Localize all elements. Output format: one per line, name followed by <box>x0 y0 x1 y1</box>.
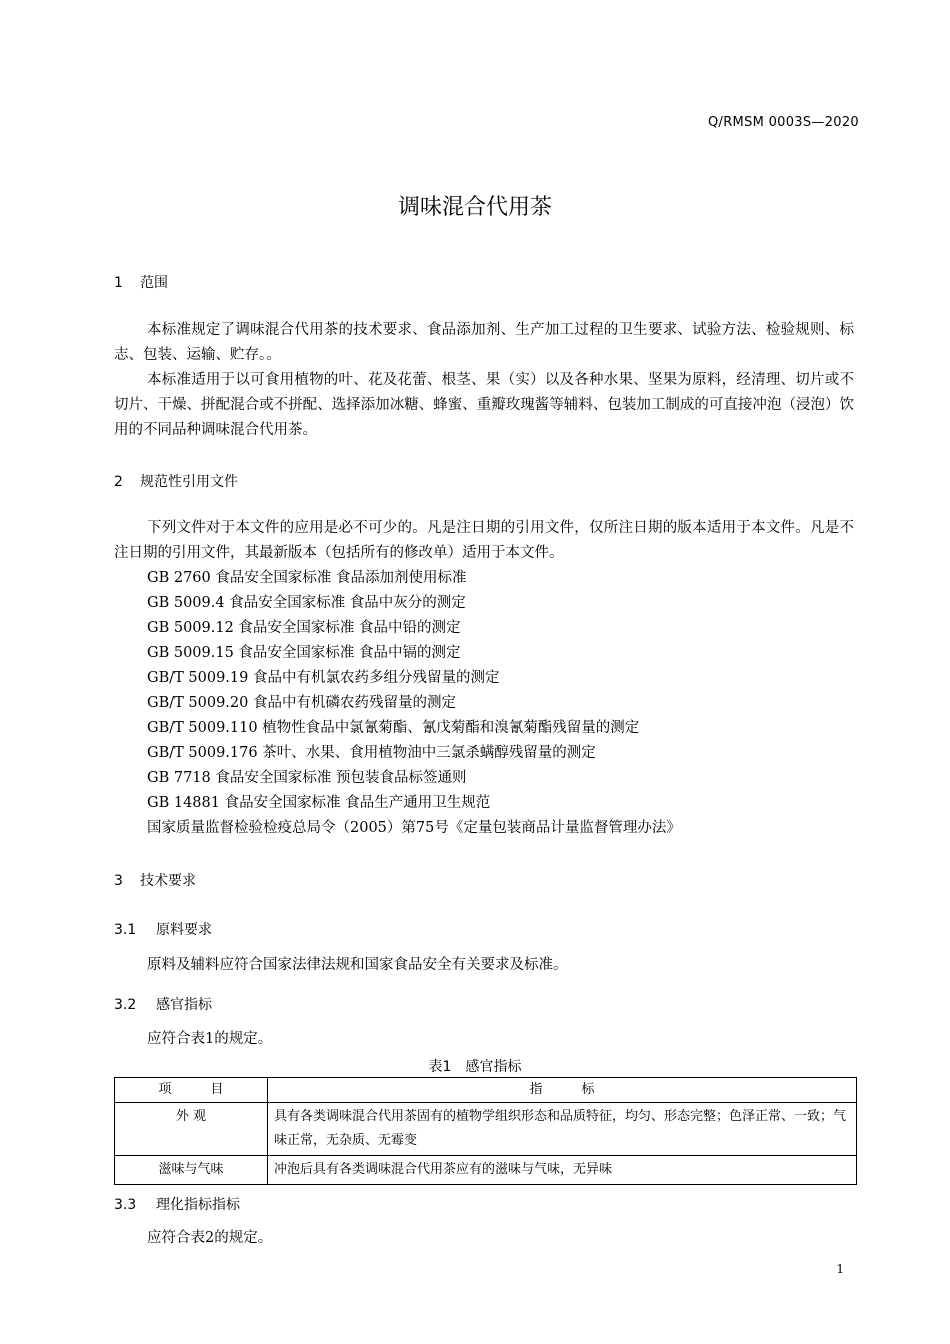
reference-item: GB 5009.4 食品安全国家标准 食品中灰分的测定 <box>147 595 466 611</box>
column-header-item: 项 目 <box>115 1078 268 1103</box>
document-title: 调味混合代用茶 <box>397 195 552 220</box>
subsection-title: 感官指标 <box>156 997 212 1013</box>
section-title: 技术要求 <box>140 873 196 889</box>
reference-item: GB/T 5009.176 茶叶、水果、食用植物油中三氯杀螨醇残留量的测定 <box>147 745 596 761</box>
table-row <box>115 1103 857 1156</box>
subsection-3-3-heading <box>114 1194 240 1214</box>
subsection-number: 3.1 <box>114 922 137 938</box>
subsection-title: 理化指标指标 <box>156 1197 240 1213</box>
reference-item: GB 5009.15 食品安全国家标准 食品中镉的测定 <box>147 645 461 661</box>
standard-code: Q/RMSM 0003S—2020 <box>708 115 859 130</box>
scope-paragraph-2: 本标准适用于以可食用植物的叶、花及花蕾、根茎、果（实）以及各种水果、坚果为原料，经清理、切片或不切片、干燥、拼配混合或不拼配、选择添加冰糖、蜂蜜、重瓣玫瑰酱等辅料、包装加工制成的可直接冲泡（浸泡）饮用的不同品种调味混合代用茶。 <box>114 372 854 438</box>
table-cell-value: 具有各类调味混合代用茶固有的植物学组织形态和品质特征，均匀、形态完整；色泽正常、一致；气味正常，无杂质、无霉变 <box>268 1103 857 1156</box>
section-3-heading <box>114 870 196 890</box>
subsection-number: 3.2 <box>114 997 137 1013</box>
column-header-indicator: 指 标 <box>268 1078 857 1103</box>
subsection-title: 原料要求 <box>156 922 212 938</box>
raw-material-text: 原料及辅料应符合国家法律法规和国家食品安全有关要求及标准。 <box>147 957 568 973</box>
page-number: 1 <box>836 1262 844 1276</box>
table-1-caption: 表1 感官指标 <box>428 1059 522 1075</box>
subsection-3-2-heading <box>114 994 212 1014</box>
reference-item: 国家质量监督检验检疫总局令（2005）第75号《定量包装商品计量监督管理办法》 <box>147 820 681 836</box>
table-row <box>115 1156 857 1185</box>
table-cell-value: 冲泡后具有各类调味混合代用茶应有的滋味与气味，无异味 <box>268 1156 857 1185</box>
section-number: 2 <box>114 474 123 490</box>
table-cell-item: 外 观 <box>115 1103 268 1156</box>
physicochemical-text: 应符合表2的规定。 <box>147 1230 273 1246</box>
reference-item: GB 7718 食品安全国家标准 预包装食品标签通则 <box>147 770 467 786</box>
sensory-text: 应符合表1的规定。 <box>147 1031 273 1047</box>
table-header-row <box>115 1078 857 1103</box>
reference-item: GB 2760 食品安全国家标准 食品添加剂使用标准 <box>147 570 467 586</box>
table-cell-item: 滋味与气味 <box>115 1156 268 1185</box>
reference-item: GB/T 5009.20 食品中有机磷农药残留量的测定 <box>147 695 456 711</box>
section-number: 3 <box>114 873 123 889</box>
section-number: 1 <box>114 275 123 291</box>
reference-item: GB 14881 食品安全国家标准 食品生产通用卫生规范 <box>147 795 491 811</box>
reference-item: GB/T 5009.110 植物性食品中氯氰菊酯、氰戊菊酯和溴氰菊酯残留量的测定 <box>147 720 640 736</box>
section-title: 规范性引用文件 <box>140 474 238 490</box>
subsection-number: 3.3 <box>114 1197 137 1213</box>
section-2-heading <box>114 471 238 491</box>
section-title: 范围 <box>140 275 168 291</box>
sensory-table <box>114 1077 857 1185</box>
section-1-heading <box>114 272 168 292</box>
subsection-3-1-heading <box>114 919 212 939</box>
scope-paragraph-1: 本标准规定了调味混合代用茶的技术要求、食品添加剂、生产加工过程的卫生要求、试验方法、检验规则、标志、包装、运输、贮存。。 <box>114 322 854 363</box>
reference-item: GB 5009.12 食品安全国家标准 食品中铅的测定 <box>147 620 461 636</box>
references-intro: 下列文件对于本文件的应用是必不可少的。凡是注日期的引用文件，仅所注日期的版本适用于本文件。凡是不注日期的引用文件，其最新版本（包括所有的修改单）适用于本文件。 <box>114 520 854 561</box>
reference-item: GB/T 5009.19 食品中有机氯农药多组分残留量的测定 <box>147 670 500 686</box>
